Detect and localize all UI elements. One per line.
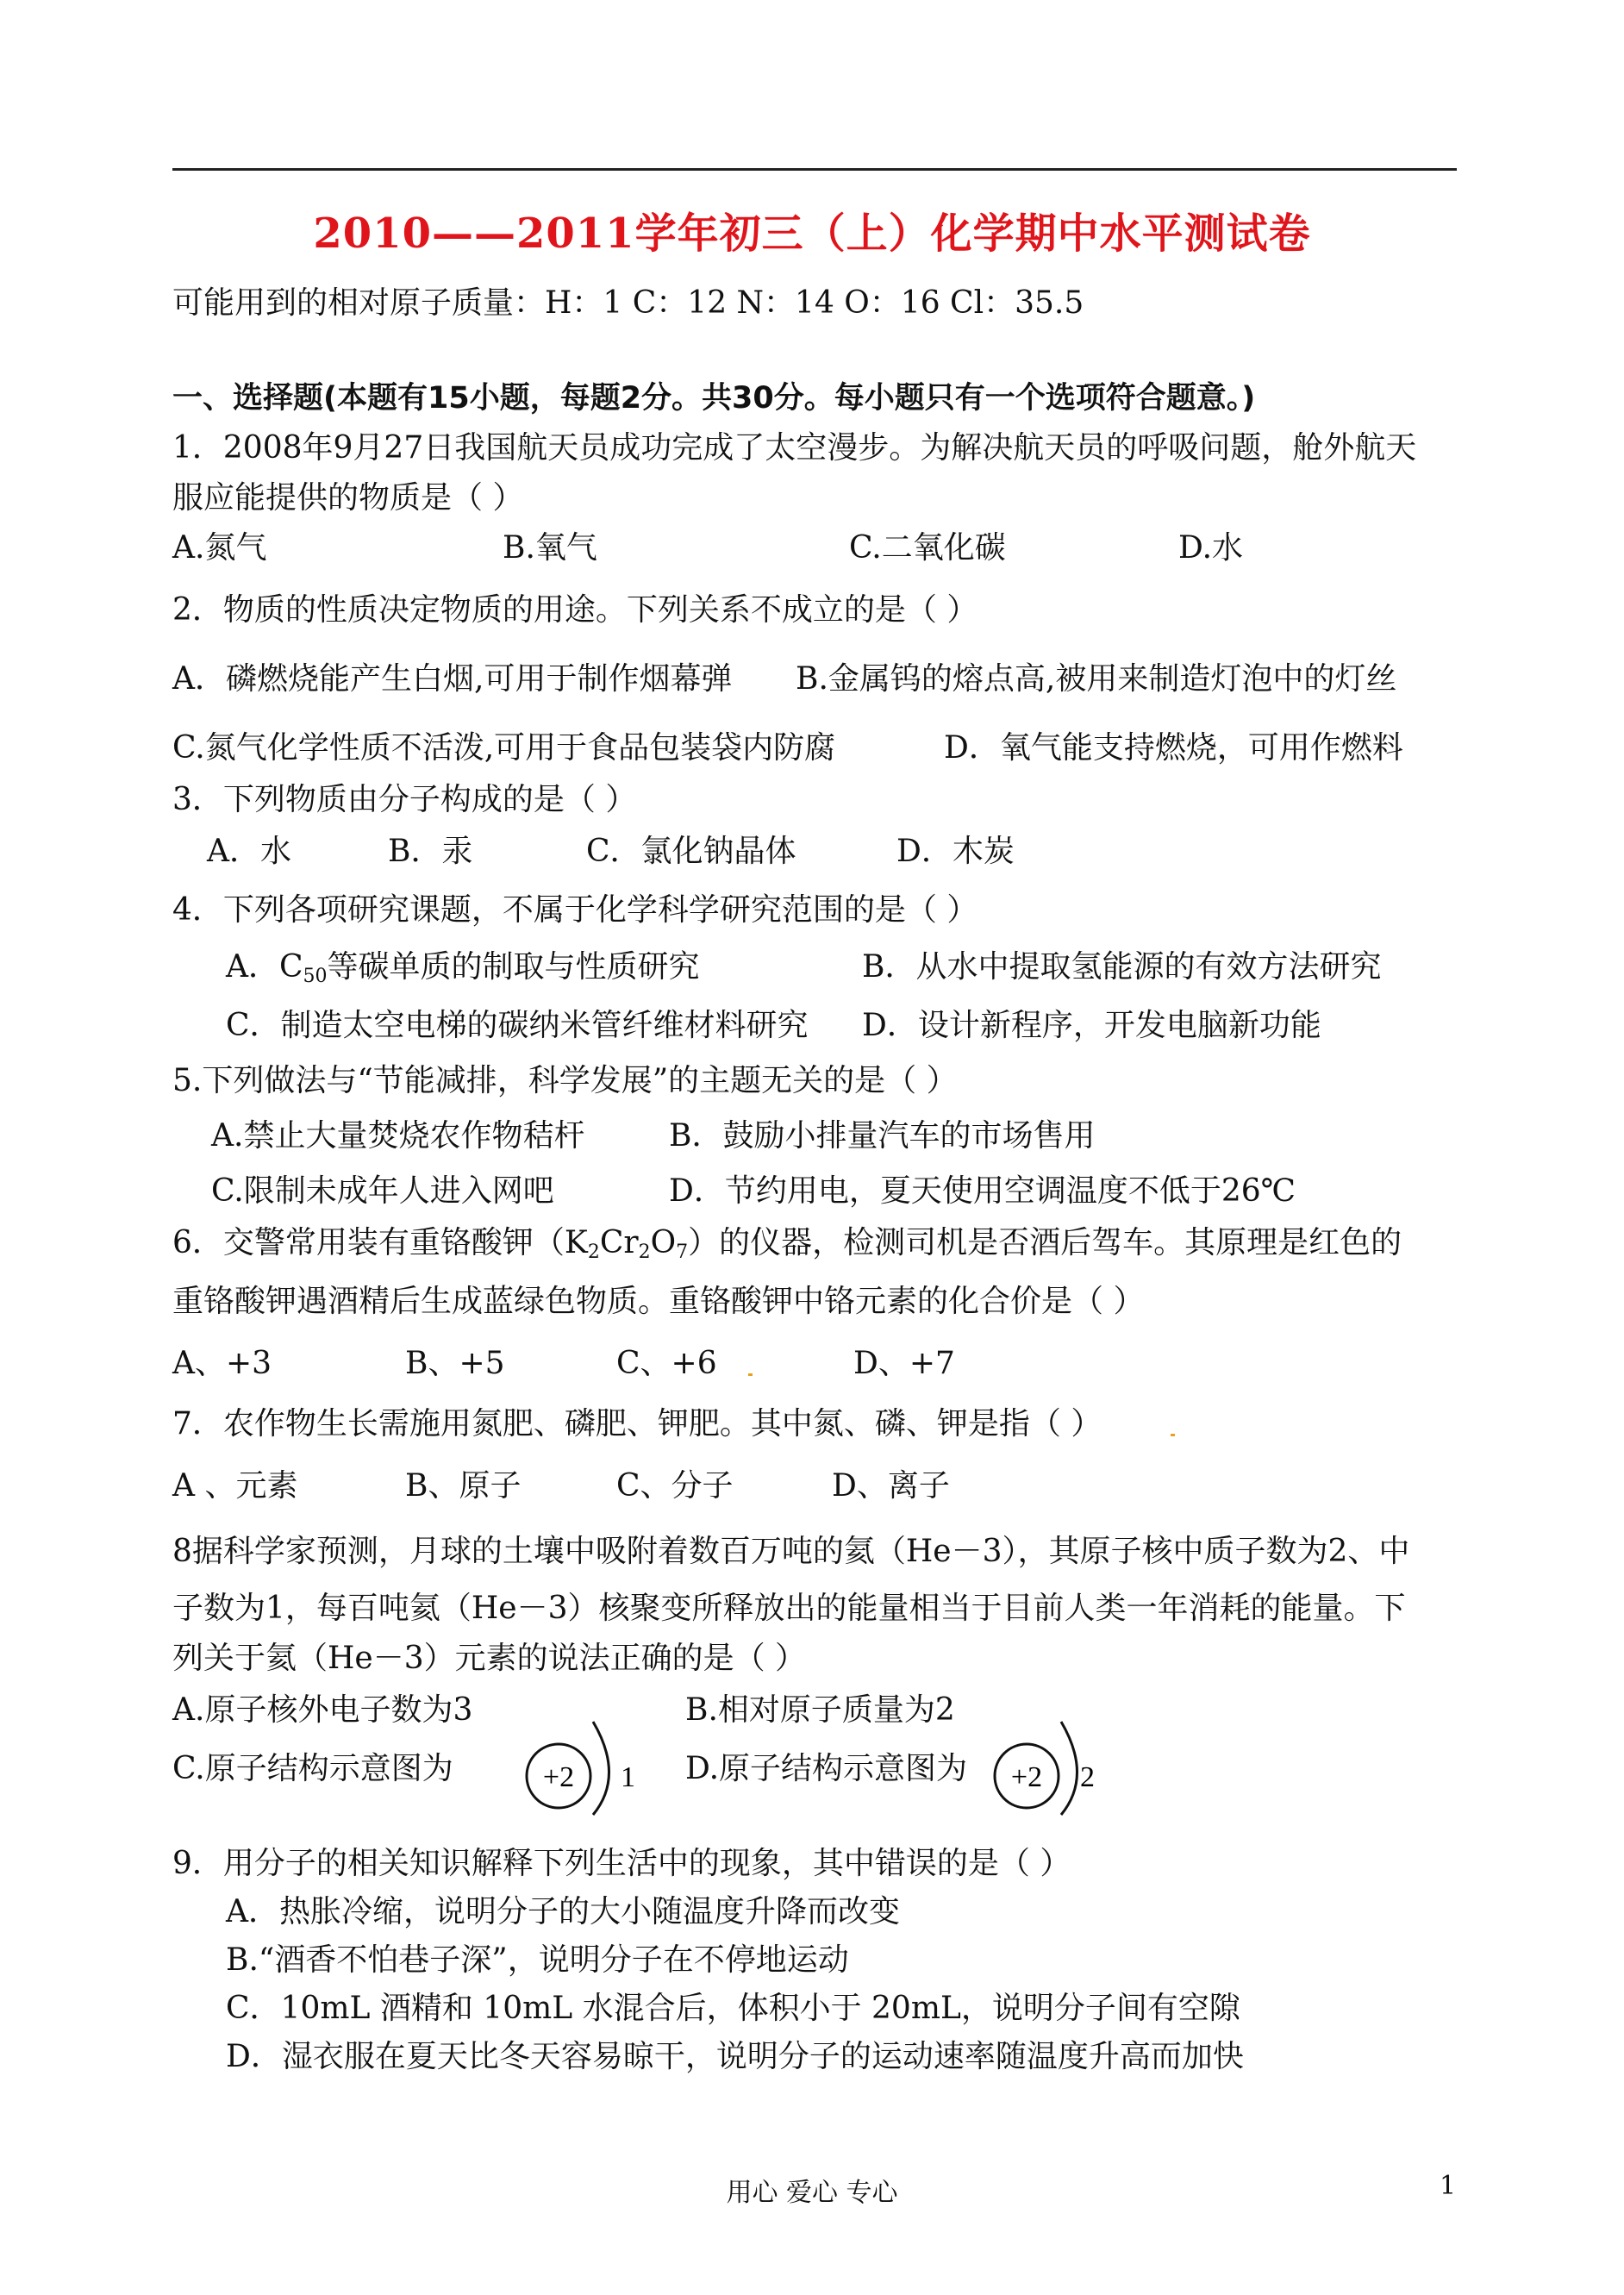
nucleus-charge: +2 (1010, 1761, 1043, 1793)
electron-count: 1 (621, 1761, 635, 1793)
q5-option-b: B．鼓励小排量汽车的市场售用 (669, 1118, 1096, 1154)
q5-option-c: C.限制未成年人进入网吧 (211, 1173, 554, 1209)
electron-shell-arc (1061, 1722, 1077, 1815)
exam-title: 2010——2011学年初三（上）化学期中水平测试卷 (313, 209, 1311, 258)
q5-stem: 5.下列做法与“节能减排，科学发展”的主题无关的是（ ） (172, 1063, 958, 1098)
nucleus-charge: +2 (542, 1761, 575, 1793)
atom-diagram-c (517, 1711, 646, 1823)
q9-option-a: A．热胀冷缩，说明分子的大小随温度升降而改变 (226, 1894, 900, 1929)
q1-option-a: A.氮气 (172, 530, 267, 566)
q7-option-c: C、分子 (616, 1468, 734, 1504)
q7-option-b: B、原子 (405, 1468, 522, 1504)
q6-option-a: A、+3 (172, 1346, 272, 1381)
q3-option-c: C．氯化钠晶体 (586, 834, 796, 869)
electron-count: 2 (1080, 1761, 1095, 1793)
q3-option-b: B．汞 (388, 834, 473, 869)
q4-option-a: A．$C_{50}$等碳单质的制取与性质研究 (226, 949, 700, 987)
q8-line2: 子数为1，每百吨氦（He－3）核聚变所释放出的能量相当于目前人类一年消耗的能量。下 (172, 1591, 1406, 1626)
q2-option-d: D．氧气能支持燃烧，可用作燃料 (944, 730, 1403, 766)
q7-option-d: D、离子 (832, 1468, 950, 1504)
q8-option-c: C.原子结构示意图为 (172, 1751, 453, 1786)
section-heading: 一、选择题(本题有15小题，每题2分。共30分。每小题只有一个选项符合题意。) (172, 381, 1256, 416)
page-footer: 用心 爱心 专心 (726, 2178, 898, 2208)
q1-option-c: C.二氧化碳 (849, 530, 1006, 566)
q1-line1: 1．2008年9月27日我国航天员成功完成了太空漫步。为解决航天员的呼吸问题，舱外航天 (172, 430, 1417, 466)
q8-option-d: D.原子结构示意图为 (685, 1751, 968, 1786)
q8-option-a: A.原子核外电子数为3 (172, 1692, 473, 1728)
q7-stem: 7．农作物生长需施用氮肥、磷肥、钾肥。其中氮、磷、钾是指（ ） (172, 1406, 1102, 1441)
q2-option-b: B.金属钨的熔点高,被用来制造灯泡中的灯丝 (796, 661, 1397, 697)
q6-option-d: D、+7 (853, 1346, 955, 1381)
q1-line2: 服应能提供的物质是（ ） (172, 480, 524, 516)
q4-option-b: B．从水中提取氢能源的有效方法研究 (862, 949, 1382, 985)
q9-option-d: D．湿衣服在夏天比冬天容易晾干，说明分子的运动速率随温度升高而加快 (226, 2039, 1244, 2074)
q8-line1: 8据科学家预测，月球的土壤中吸附着数百万吨的氦（He－3），其原子核中质子数为2、中 (172, 1534, 1410, 1569)
q9-stem: 9．用分子的相关知识解释下列生活中的现象，其中错误的是（ ） (172, 1846, 1071, 1881)
q5-option-a: A.禁止大量焚烧农作物秸杆 (211, 1118, 585, 1154)
q6-line1: 6．交警常用装有重铬酸钾$(K_2Cr_2O_7)$的仪器，检测司机是否酒后驾车。其原理是红色的 (172, 1225, 1402, 1263)
q2-option-c: C.氮气化学性质不活泼,可用于食品包装袋内防腐 (172, 730, 836, 766)
q9-option-b: B.“酒香不怕巷子深”，说明分子在不停地运动 (226, 1942, 849, 1978)
q8-option-b: B.相对原子质量为2 (685, 1692, 955, 1728)
q9-option-c: C．10mL 酒精和 10mL 水混合后，体积小于 20mL，说明分子间有空隙 (226, 1991, 1240, 2026)
q3-option-a: A．水 (207, 834, 291, 869)
q1-option-b: B.氧气 (503, 530, 597, 566)
q5-option-d: D．节约用电，夏天使用空调温度不低于26℃ (669, 1173, 1296, 1209)
q6-option-c: C、+6 (616, 1346, 717, 1381)
q2-stem: 2．物质的性质决定物质的用途。下列关系不成立的是（ ） (172, 592, 978, 628)
header-rule (172, 168, 1457, 171)
q2-option-a: A．磷燃烧能产生白烟,可用于制作烟幕弹 (172, 661, 733, 697)
q3-option-d: D．木炭 (896, 834, 1015, 869)
q7-option-a: A 、元素 (172, 1468, 298, 1504)
mark-dot (748, 1373, 753, 1376)
q6-line2: 重铬酸钾遇酒精后生成蓝绿色物质。重铬酸钾中铬元素的化合价是（ ） (172, 1284, 1145, 1319)
q4-option-c: C．制造太空电梯的碳纳米管纤维材料研究 (226, 1008, 809, 1043)
q3-stem: 3．下列物质由分子构成的是（ ） (172, 782, 637, 817)
atom-diagram-d (985, 1711, 1115, 1823)
mark-dot (1171, 1434, 1175, 1436)
q8-line3: 列关于氦（He－3）元素的说法正确的是（ ） (172, 1641, 807, 1676)
q6-option-b: B、+5 (405, 1346, 505, 1381)
electron-shell-arc (593, 1722, 609, 1815)
atomic-masses: 可能用到的相对原子质量：H：1 C：12 N：14 O：16 Cl：35.5 (172, 285, 1084, 321)
q4-option-d: D．设计新程序，开发电脑新功能 (862, 1008, 1321, 1043)
q4-stem: 4．下列各项研究课题，不属于化学科学研究范围的是（ ） (172, 892, 978, 928)
q1-option-d: D.水 (1178, 530, 1244, 566)
page-number: 1 (1440, 2171, 1457, 2201)
